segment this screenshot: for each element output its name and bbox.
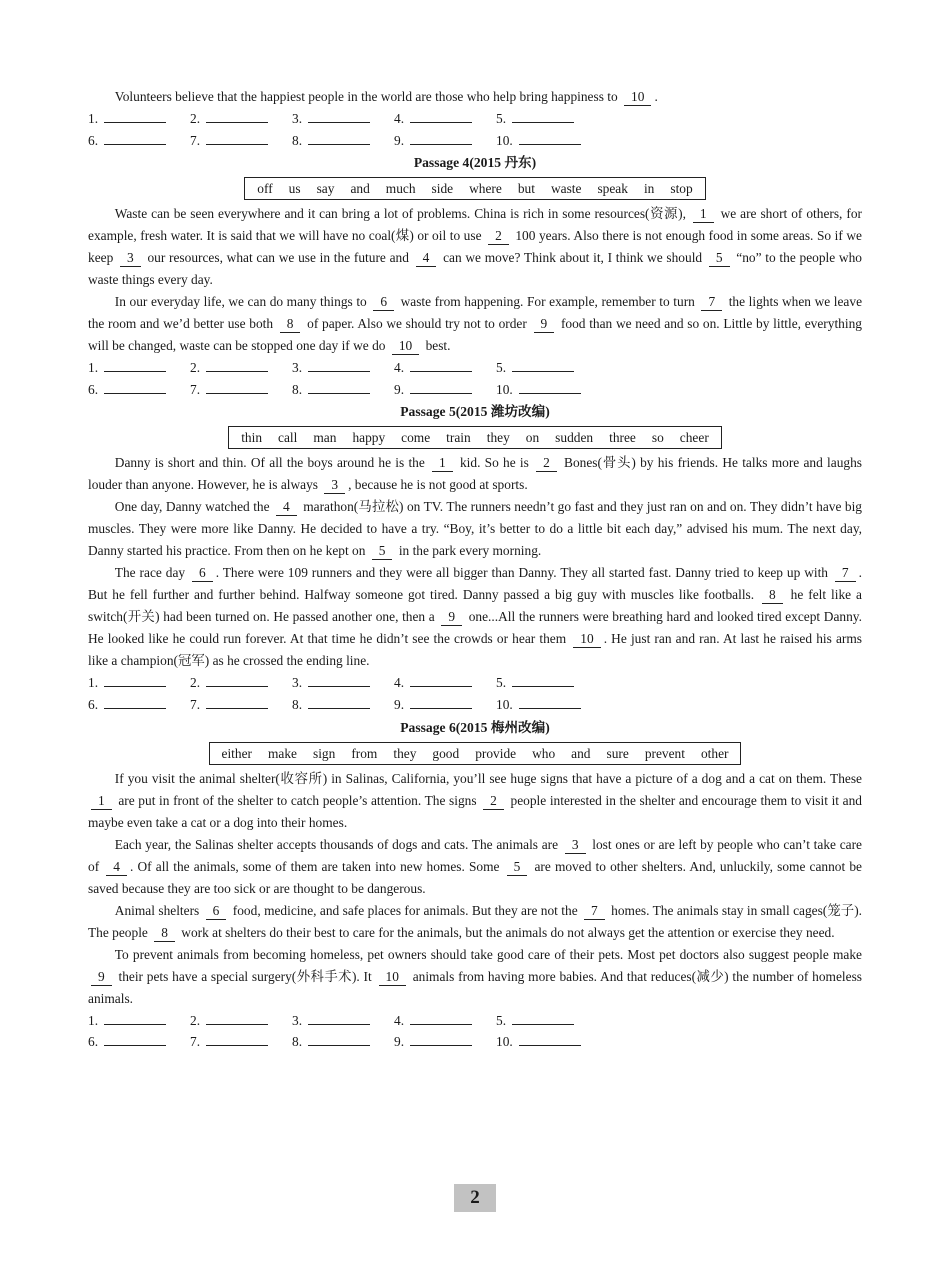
answer-label: 8. [292, 696, 303, 712]
answer-line[interactable] [308, 359, 370, 372]
answer-label: 9. [394, 132, 405, 148]
answer-cell-3[interactable] [292, 108, 394, 130]
blank-7[interactable]: 7 [701, 294, 722, 311]
answer-line[interactable] [308, 1012, 370, 1025]
text: he felt like a switch(开关) had been turned on. He passed another one, then a [88, 587, 862, 625]
word-option: come [401, 430, 431, 446]
word-option: cheer [679, 430, 709, 446]
answer-cell-2[interactable] [190, 108, 292, 130]
text: in the park every morning. [395, 543, 542, 559]
answer-label: 8. [292, 381, 303, 397]
word-option: us [288, 181, 301, 197]
answer-label: 4. [394, 111, 405, 126]
answer-line[interactable] [410, 132, 472, 145]
passage5-word-box-wrap [88, 426, 862, 449]
text: homes. The animals stay in small cages(笼子). The people [88, 902, 863, 940]
text: If you visit the animal shelter(收容所) in Salinas, California, you’ll see huge signs that have a picture of a dog and a cat on them. These [114, 770, 862, 786]
answer-line[interactable] [410, 1033, 472, 1046]
answer-label: 1. [88, 675, 99, 691]
answer-line[interactable] [206, 674, 268, 687]
answer-label: 8. [292, 1034, 303, 1050]
word-option: so [651, 430, 664, 446]
word-option: in [643, 181, 655, 197]
answer-label: 7. [190, 696, 201, 712]
text: In our everyday life, we can do many things to [114, 294, 371, 310]
answer-line[interactable] [410, 1012, 472, 1025]
blank-3[interactable]: 3 [120, 250, 141, 267]
answer-row [88, 672, 862, 694]
text: best. [422, 338, 451, 354]
answer-cell-7[interactable] [190, 1031, 292, 1053]
word-option: other [700, 745, 729, 761]
answer-cell-5[interactable] [496, 108, 598, 130]
word-option: but [517, 181, 535, 197]
blank-1[interactable]: 1 [91, 793, 112, 810]
word-option: where [469, 181, 502, 197]
blank-4[interactable]: 4 [276, 499, 297, 516]
word-option: say [316, 181, 335, 197]
text: Volunteers believe that the happiest people in the world are those who help bring happiness to [114, 89, 622, 104]
page-number: 2 [454, 1184, 496, 1212]
answer-sheet-p5 [88, 672, 862, 715]
answer-cell-6[interactable] [88, 1031, 190, 1053]
text: are put in front of the shelter to catch people’s attention. The signs [114, 792, 481, 808]
answer-cell-5[interactable] [496, 357, 598, 379]
word-option: sure [606, 745, 629, 761]
passage5-paragraph-1 [88, 452, 862, 496]
answer-cell-9[interactable] [394, 1031, 496, 1053]
answer-line[interactable] [410, 381, 472, 394]
word-option: thin [241, 430, 263, 446]
blank-10[interactable]: 10 [379, 969, 406, 986]
text: Danny is short and thin. Of all the boys around he is the [114, 455, 430, 471]
text: food than we need and so on. Little by little, everything will be changed, waste can be stopped one day if we do [88, 316, 862, 354]
word-option: sudden [555, 430, 594, 446]
answer-cell-10[interactable] [496, 379, 598, 401]
answer-label: 9. [394, 696, 405, 712]
text: Waste can be seen everywhere and it can bring a lot of problems. China is rich in some resources(资源), [114, 206, 690, 222]
answer-cell-5[interactable] [496, 672, 598, 694]
passage4-word-box-wrap [88, 177, 862, 200]
answer-row [88, 130, 862, 152]
text: The race day [114, 565, 189, 581]
text: . Of all the animals, some of them are taken into new homes. Some [130, 858, 504, 874]
passage5-paragraph-2 [88, 496, 862, 562]
answer-line[interactable] [410, 674, 472, 687]
answer-cell-7[interactable] [190, 130, 292, 152]
blank-8[interactable]: 8 [154, 925, 175, 942]
passage6-paragraph-4 [88, 944, 862, 1010]
passage6-paragraph-2 [88, 834, 862, 900]
answer-cell-10[interactable] [496, 1031, 598, 1053]
text: “no” to the people who waste things every day. [88, 250, 862, 288]
blank-9[interactable]: 9 [534, 316, 555, 333]
answer-line[interactable] [512, 674, 574, 687]
text: . There were 109 runners and they were all bigger than Danny. They all started fast. Danny tried to keep up with [215, 565, 832, 581]
text: we are short of others, for example, fresh water. It is said that we will have no coal(煤) or oil to use [88, 206, 862, 244]
word-option: good [432, 745, 460, 761]
blank-2[interactable]: 2 [483, 793, 504, 810]
passage4-paragraph-1 [88, 203, 862, 291]
answer-line[interactable] [519, 132, 581, 145]
answer-label: 4. [394, 360, 405, 376]
answer-cell-1[interactable] [88, 357, 190, 379]
text: kid. So he is [455, 455, 534, 471]
answer-line[interactable] [308, 674, 370, 687]
passage4-word-box [244, 177, 705, 200]
answer-line[interactable] [206, 359, 268, 372]
answer-label: 5. [496, 1012, 507, 1028]
text: . But he fell further and further behind. Halfway someone got tired. Danny passed a big guy with muscles like footballs. [88, 565, 862, 603]
passage6-paragraph-3 [88, 900, 862, 944]
answer-cell-6[interactable] [88, 130, 190, 152]
answer-cell-6[interactable] [88, 694, 190, 716]
answer-cell-8[interactable] [292, 379, 394, 401]
blank-7[interactable]: 7 [584, 903, 605, 920]
word-option: three [609, 430, 636, 446]
answer-line[interactable] [410, 110, 472, 123]
answer-cell-10[interactable] [496, 694, 598, 716]
answer-label: 10. [496, 132, 513, 148]
text: Bones(骨头) by his friends. He talks more and laughs louder than anyone. However, he is always [88, 455, 862, 493]
answer-cell-8[interactable] [292, 694, 394, 716]
answer-label: 6. [88, 696, 99, 712]
answer-cell-5[interactable] [496, 1010, 598, 1032]
blank-6[interactable]: 6 [373, 294, 394, 311]
answer-cell-6[interactable] [88, 379, 190, 401]
answer-cell-4[interactable] [394, 357, 496, 379]
passage6-word-box [209, 742, 742, 765]
answer-label: 3. [292, 675, 303, 691]
blank-4[interactable]: 4 [106, 859, 127, 876]
answer-label: 5. [496, 675, 507, 691]
word-option: they [393, 745, 417, 761]
answer-line[interactable] [308, 110, 370, 123]
answer-line[interactable] [104, 132, 166, 145]
answer-row [88, 357, 862, 379]
blank-10[interactable]: 10 [392, 338, 419, 355]
text: food, medicine, and safe places for animals. But they are not the [229, 902, 582, 918]
word-option: and [571, 745, 591, 761]
text: Each year, the Salinas shelter accepts thousands of dogs and cats. The animals are [114, 836, 562, 852]
answer-label: 7. [190, 1034, 201, 1050]
answer-sheet-p3 [88, 108, 862, 151]
blank-8[interactable]: 8 [280, 316, 301, 333]
blank-8[interactable]: 8 [762, 587, 783, 604]
answer-label: 10. [496, 696, 513, 712]
blank-2[interactable]: 2 [488, 228, 509, 245]
answer-line[interactable] [308, 132, 370, 145]
blank-6[interactable]: 6 [192, 565, 213, 582]
answer-line[interactable] [410, 696, 472, 709]
answer-cell-4[interactable] [394, 1010, 496, 1032]
worksheet-page [88, 86, 862, 1053]
text: people interested in the shelter and encourage them to visit it and maybe even take a cat or a dog into their homes. [88, 792, 862, 830]
answer-label: 3. [292, 111, 303, 126]
answer-label: 9. [394, 381, 405, 397]
answer-cell-3[interactable] [292, 672, 394, 694]
text: , because he is not good at sports. [348, 477, 528, 493]
answer-line[interactable] [308, 696, 370, 709]
blank-9[interactable]: 9 [91, 969, 112, 986]
text: the lights when we leave the room and we’d better use both [88, 294, 863, 332]
answer-line[interactable] [104, 381, 166, 394]
word-option: man [313, 430, 337, 446]
text: One day, Danny watched the [114, 499, 274, 515]
answer-label: 7. [190, 381, 201, 397]
blank-10[interactable]: 10 [573, 631, 600, 648]
answer-line[interactable] [104, 1033, 166, 1046]
answer-cell-4[interactable] [394, 108, 496, 130]
blank-5[interactable]: 5 [709, 250, 730, 267]
answer-label: 5. [496, 111, 507, 126]
blank-2[interactable]: 2 [536, 455, 557, 472]
answer-line[interactable] [519, 696, 581, 709]
answer-label: 7. [190, 132, 201, 148]
text: their pets have a special surgery(外科手术). It [114, 968, 376, 984]
answer-row [88, 1010, 862, 1032]
blank-6[interactable]: 6 [206, 903, 227, 920]
answer-label: 1. [88, 1012, 99, 1028]
blank-5[interactable]: 5 [507, 859, 528, 876]
word-option: and [350, 181, 370, 197]
answer-line[interactable] [519, 381, 581, 394]
answer-label: 4. [394, 675, 405, 691]
answer-line[interactable] [519, 1033, 581, 1046]
text: marathon(马拉松) on TV. The runners needn’t go fast and they just ran on and on. They didn’t have big muscles. They were more like Danny. He decided to have a try. “Boy, it’s better to do a little bit each day,” advised his mum. The next day, Danny started his practice. From then on he kept on [88, 499, 863, 559]
answer-line[interactable] [308, 381, 370, 394]
passage6-word-box-wrap [88, 742, 862, 765]
passage6-paragraph-1 [88, 768, 862, 834]
word-option: from [351, 745, 378, 761]
answer-line[interactable] [104, 1012, 166, 1025]
passage5-paragraph-3 [88, 562, 862, 672]
answer-cell-9[interactable] [394, 379, 496, 401]
word-option: train [446, 430, 471, 446]
answer-label: 8. [292, 132, 303, 148]
word-option: speak [597, 181, 628, 197]
blank-5[interactable]: 5 [372, 543, 393, 560]
answer-label: 10. [496, 1034, 513, 1050]
answer-label: 2. [190, 675, 201, 691]
answer-cell-7[interactable] [190, 694, 292, 716]
word-option: prevent [644, 745, 685, 761]
answer-cell-1[interactable] [88, 1010, 190, 1032]
text: of paper. Also we should try not to order [303, 316, 531, 332]
answer-row [88, 108, 862, 130]
text: animals from having more babies. And that reduces(减少) the number of homeless animals. [88, 968, 862, 1006]
answer-cell-2[interactable] [190, 672, 292, 694]
answer-label: 1. [88, 111, 99, 126]
answer-row [88, 694, 862, 716]
answer-label: 4. [394, 1012, 405, 1028]
word-option: waste [550, 181, 582, 197]
answer-line[interactable] [206, 132, 268, 145]
answer-line[interactable] [512, 359, 574, 372]
word-option: stop [670, 181, 693, 197]
word-option: either [221, 745, 252, 761]
answer-line[interactable] [206, 1033, 268, 1046]
answer-line[interactable] [206, 381, 268, 394]
word-option: who [532, 745, 556, 761]
answer-line[interactable] [512, 110, 574, 123]
passage5-title: Passage 5(2015 潍坊改编) [400, 404, 550, 420]
passage4-paragraph-2 [88, 291, 862, 357]
answer-label: 3. [292, 1012, 303, 1028]
blank-1[interactable]: 1 [693, 206, 714, 223]
word-option: provide [475, 745, 517, 761]
answer-line[interactable] [206, 1012, 268, 1025]
text: . He just ran and ran. At last he raised his arms like a champion(冠军) as he crossed the ending line. [88, 631, 862, 669]
answer-cell-1[interactable] [88, 108, 190, 130]
passage5-word-box [228, 426, 722, 449]
passage6-title: Passage 6(2015 梅州改编) [400, 719, 550, 735]
answer-cell-3[interactable] [292, 1010, 394, 1032]
word-option: side [431, 181, 454, 197]
answer-label: 2. [190, 1012, 201, 1028]
answer-sheet-p6 [88, 1010, 862, 1053]
passage4-title: Passage 4(2015 丹东) [413, 155, 537, 171]
answer-label: 5. [496, 360, 507, 376]
answer-label: 10. [496, 381, 513, 397]
answer-label: 6. [88, 132, 99, 148]
passage3-tail [88, 86, 862, 108]
word-option: on [525, 430, 540, 446]
text: lost ones or are left by people who can’t take care of [88, 836, 862, 874]
answer-cell-7[interactable] [190, 379, 292, 401]
answer-cell-2[interactable] [190, 357, 292, 379]
blank-3[interactable]: 3 [324, 477, 345, 494]
answer-cell-3[interactable] [292, 357, 394, 379]
answer-line[interactable] [410, 359, 472, 372]
blank-7[interactable]: 7 [835, 565, 856, 582]
text: are moved to other shelters. And, unluckily, some cannot be saved because they are too sick or are thought to be dangerous. [88, 858, 862, 896]
text: 100 years. Also there is not enough food in some areas. So if we keep [88, 228, 862, 266]
answer-cell-4[interactable] [394, 672, 496, 694]
blank-10[interactable]: 10 [624, 89, 651, 106]
answer-line[interactable] [206, 110, 268, 123]
answer-line[interactable] [104, 110, 166, 123]
text: one...All the runners were breathing hard and looked tired except Danny. He looked like he could run forever. At that time he didn’t see the crowds or hear them [88, 609, 862, 647]
answer-label: 2. [190, 111, 201, 126]
answer-line[interactable] [308, 1033, 370, 1046]
blank-1[interactable]: 1 [432, 455, 453, 472]
answer-cell-8[interactable] [292, 1031, 394, 1053]
text: . [654, 89, 658, 104]
word-option: happy [352, 430, 386, 446]
answer-row [88, 379, 862, 401]
answer-label: 6. [88, 381, 99, 397]
answer-label: 1. [88, 360, 99, 376]
text: To prevent animals from becoming homeless, pet owners should take good care of their pets. Most pet doctors also suggest people make [114, 946, 862, 962]
answer-line[interactable] [512, 1012, 574, 1025]
answer-line[interactable] [104, 696, 166, 709]
answer-line[interactable] [104, 674, 166, 687]
text: waste from happening. For example, remember to turn [397, 294, 699, 310]
blank-9[interactable]: 9 [441, 609, 462, 626]
blank-3[interactable]: 3 [565, 837, 586, 854]
answer-line[interactable] [104, 359, 166, 372]
answer-cell-9[interactable] [394, 130, 496, 152]
answer-line[interactable] [206, 696, 268, 709]
text: can we move? Think about it, I think we should [439, 250, 706, 266]
answer-cell-10[interactable] [496, 130, 598, 152]
answer-label: 6. [88, 1034, 99, 1050]
answer-cell-1[interactable] [88, 672, 190, 694]
answer-row [88, 1031, 862, 1053]
answer-sheet-p4 [88, 357, 862, 400]
text: work at shelters do their best to care for the animals, but the animals do not always get the attention or exercise they need. [177, 924, 835, 940]
word-option: much [385, 181, 416, 197]
answer-cell-9[interactable] [394, 694, 496, 716]
word-option: off [257, 181, 273, 197]
answer-label: 3. [292, 360, 303, 376]
word-option: make [267, 745, 297, 761]
text: our resources, what can we use in the future and [143, 250, 413, 266]
answer-cell-2[interactable] [190, 1010, 292, 1032]
answer-label: 2. [190, 360, 201, 376]
blank-4[interactable]: 4 [416, 250, 437, 267]
answer-label: 9. [394, 1034, 405, 1050]
word-option: they [486, 430, 510, 446]
word-option: sign [312, 745, 336, 761]
text: Animal shelters [114, 902, 203, 918]
answer-cell-8[interactable] [292, 130, 394, 152]
word-option: call [278, 430, 298, 446]
